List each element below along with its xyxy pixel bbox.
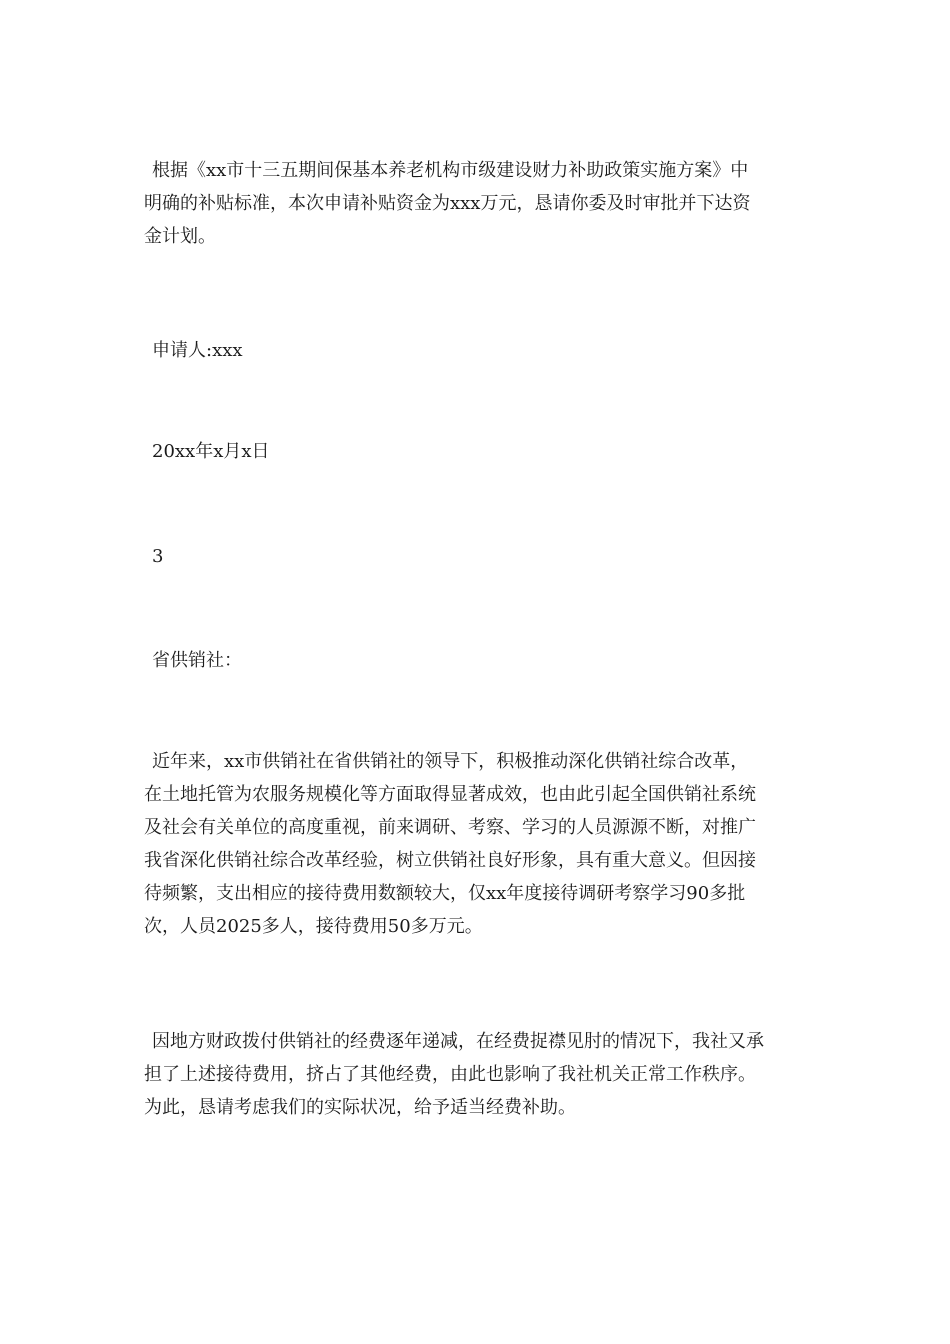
addressee-line [144, 644, 804, 677]
text-line: 因地方财政拨付供销社的经费逐年递减，在经费捉襟见肘的情况下，我社又承 [152, 1031, 764, 1052]
applicant-text: 申请人:xxx [152, 340, 243, 361]
text-line: 金计划。 [144, 226, 216, 247]
date-line [144, 435, 804, 468]
text-line: 根据《xx市十三五期间保基本养老机构市级建设财力补助政策实施方案》中 [152, 160, 749, 181]
section-number-text: 3 [152, 546, 164, 567]
paragraph-subsidy-request [144, 1025, 804, 1124]
text-line: 明确的补贴标准，本次申请补贴资金为xxx万元，恳请你委及时审批并下达资 [144, 193, 751, 214]
text-line: 近年来，xx市供销社在省供销社的领导下，积极推动深化供销社综合改革， [152, 751, 749, 772]
paragraph-reception-costs [144, 745, 804, 943]
text-line: 在土地托管为农服务规模化等方面取得显著成效，也由此引起全国供销社系统 [144, 784, 756, 805]
date-text: 20xx年x月x日 [152, 441, 270, 462]
text-line: 我省深化供销社综合改革经验，树立供销社良好形象，具有重大意义。但因接 [144, 850, 756, 871]
text-line: 担了上述接待费用，挤占了其他经费，由此也影响了我社机关正常工作秩序。 [144, 1064, 756, 1085]
text-line: 次，人员2025多人，接待费用50多万元。 [144, 916, 483, 937]
text-line: 及社会有关单位的高度重视，前来调研、考察、学习的人员源源不断，对推广 [144, 817, 756, 838]
section-number [144, 540, 804, 573]
paragraph-subsidy-standard [144, 154, 804, 253]
text-line: 待频繁，支出相应的接待费用数额较大，仅xx年度接待调研考察学习90多批 [144, 883, 746, 904]
applicant-line [144, 334, 804, 367]
text-line: 为此，恳请考虑我们的实际状况，给予适当经费补助。 [144, 1097, 576, 1118]
addressee-text: 省供销社： [152, 650, 242, 671]
